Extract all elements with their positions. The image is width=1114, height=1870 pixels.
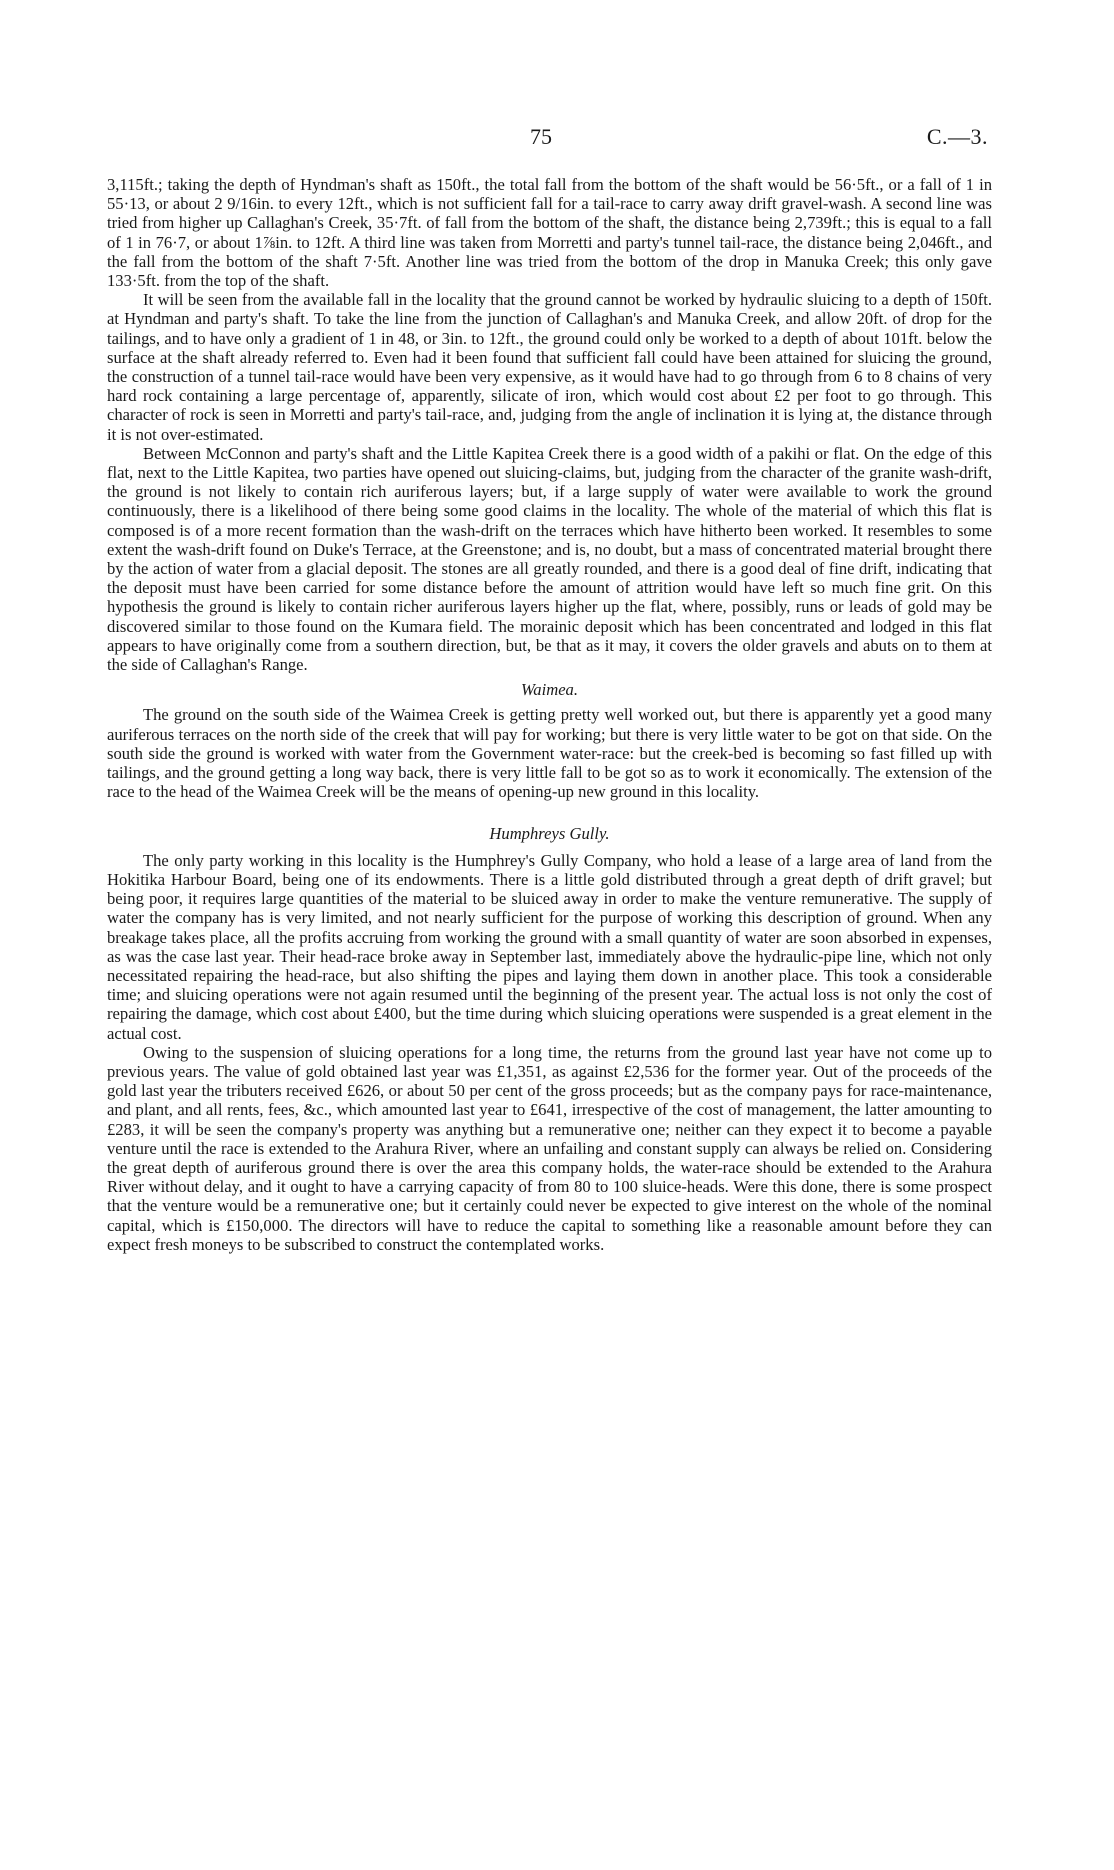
paragraph: Owing to the suspension of sluicing operations for a long time, the returns from the ground last year have not come up to previous years. The value of gold obtained last year was £1,351, as against £2,536 for the former year. Out of the proceeds of the gold last year the tributers received £626, or about 50 per cent of the gross proceeds; but as the company pays for race-maintenance, and plant, and all rents, fees, &c., which amounted last year to £641, irrespective of the cost of management, the latter amounting to £283, it will be seen the company's property was anything but a remunerative one; neither can they expect it to become a payable venture until the race is extended to the Arahura River, where an unfailing and constant supply can always be relied on. Considering the great depth of auriferous ground there is over the area this company holds, the water-race should be extended to the Arahura River without delay, and it ought to have a carrying capacity of from 80 to 100 sluice-heads. Were this done, there is some prospect that the venture would be a remunerative one; but it certainly could never be expected to give interest on the whole of the nominal capital, which is £150,000. The directors will have to reduce the capital to something like a reasonable amount before they can expect fresh moneys to be subscribed to construct the contemplated works. [107,1042,992,1254]
paragraph: Between McConnon and party's shaft and the Little Kapitea Creek there is a good width of a pakihi or flat. On the edge of this flat, next to the Little Kapitea, two parties have opened out sluicing-claims, but, judging from the character of the granite wash-drift, the ground is not likely to contain rich auriferous layers; but, if a large supply of water were available to work the ground continuously, there is a likelihood of there being some good claims in the locality. The whole of the material of which this flat is composed is of a more recent formation than the wash-drift on the terraces which have hitherto been worked. It resembles to some extent the wash-drift found on Duke's Terrace, at the Greenstone; and is, no doubt, but a mass of concentrated material brought there by the action of water from a glacial deposit. The stones are all greatly rounded, and there is a good deal of fine drift, indicating that the deposit must have been carried for some distance before the amount of attrition would have left so much fine grit. On this hypothesis the ground is likely to contain richer auriferous layers higher up the flat, where, possibly, runs or leads of gold may be discovered similar to those found on the Kumara field. The morainic deposit which has been concentrated and lodged in this flat appears to have originally come from a southern direction, but, be that as it may, it covers the older gravels and abuts on to them at the side of Callaghan's Range. [107,443,992,675]
paragraph: The only party working in this locality is the Humphrey's Gully Company, who hold a lease of a large area of land from the Hokitika Harbour Board, being one of its endowments. There is a little gold distributed through a great depth of drift gravel; but being poor, it requires large quantities of the material to be sluiced away in order to make the venture remunerative. The supply of water the company has is very limited, and not nearly sufficient for the purpose of working this description of ground. When any breakage takes place, all the profits accruing from working the ground with a small quantity of water are soon absorbed in expenses, as was the case last year. Their head-race broke away in September last, immediately above the hydraulic-pipe line, which not only necessitated repairing the head-race, but also shifting the pipes and laying them down in another place. This took a considerable time; and sluicing operations were not again resumed until the beginning of the present year. The actual loss is not only the cost of repairing the damage, which cost about £400, but the time during which sluicing operations were suspended is a great element in the actual cost. [107,850,992,1043]
paragraph: 3,115ft.; taking the depth of Hyndman's shaft as 150ft., the total fall from the bottom of the shaft would be 56·5ft., or a fall of 1 in 55·13, or about 2 9/16in. to every 12ft., which is not sufficient fall for a tail-race to carry away drift gravel-wash. A second line was tried from higher up Callaghan's Creek, 35·7ft. of fall from the bottom of the shaft, the distance being 2,739ft.; this is equal to a fall of 1 in 76·7, or about 1⅞in. to 12ft. A third line was taken from Morretti and party's tunnel tail-race, the distance being 2,046ft., and the fall from the bottom of the shaft 7·5ft. Another line was tried from the bottom of the drop in Manuka Creek; this only gave 133·5ft. from the top of the shaft. [107,175,992,291]
page-header [0,124,1114,156]
document-reference: C.—3. [926,124,988,149]
paragraph: The ground on the south side of the Waimea Creek is getting pretty well worked out, but there is apparently yet a good many auriferous terraces on the north side of the creek that will pay for working; but there is very little water to be got on that side. On the south side the ground is worked with water from the Government water-race: but the creek-bed is becoming so fast filled up with tailings, and the ground getting a long way back, there is very little fall to be got so as to work it economically. The extension of the race to the head of the Waimea Creek will be the means of opening-up new ground in this locality. [107,705,992,802]
body-text [107,175,992,1254]
page-number: 75 [530,124,552,149]
section-heading-waimea: Waimea. [521,680,578,700]
paragraph: It will be seen from the available fall in the locality that the ground cannot be worked by hydraulic sluicing to a depth of 150ft. at Hyndman and party's shaft. To take the line from the junction of Callaghan's and Manuka Creek, and allow 20ft. of drop for the tailings, and to have only a gradient of 1 in 48, or 3in. to 12ft., the ground could only be worked to a depth of about 101ft. below the surface at the shaft already referred to. Even had it been found that sufficient fall could have been attained for sluicing the ground, the construction of a tunnel tail-race would have been very expensive, as it would have had to go through from 6 to 8 chains of very hard rock containing a large percentage of, apparently, silicate of iron, which would cost about £2 per foot to go through. This character of rock is seen in Morretti and party's tail-race, and, judging from the angle of inclination it is lying at, the distance through it is not over-estimated. [107,290,992,444]
section-heading-humphreys-gully: Humphreys Gully. [489,823,610,843]
